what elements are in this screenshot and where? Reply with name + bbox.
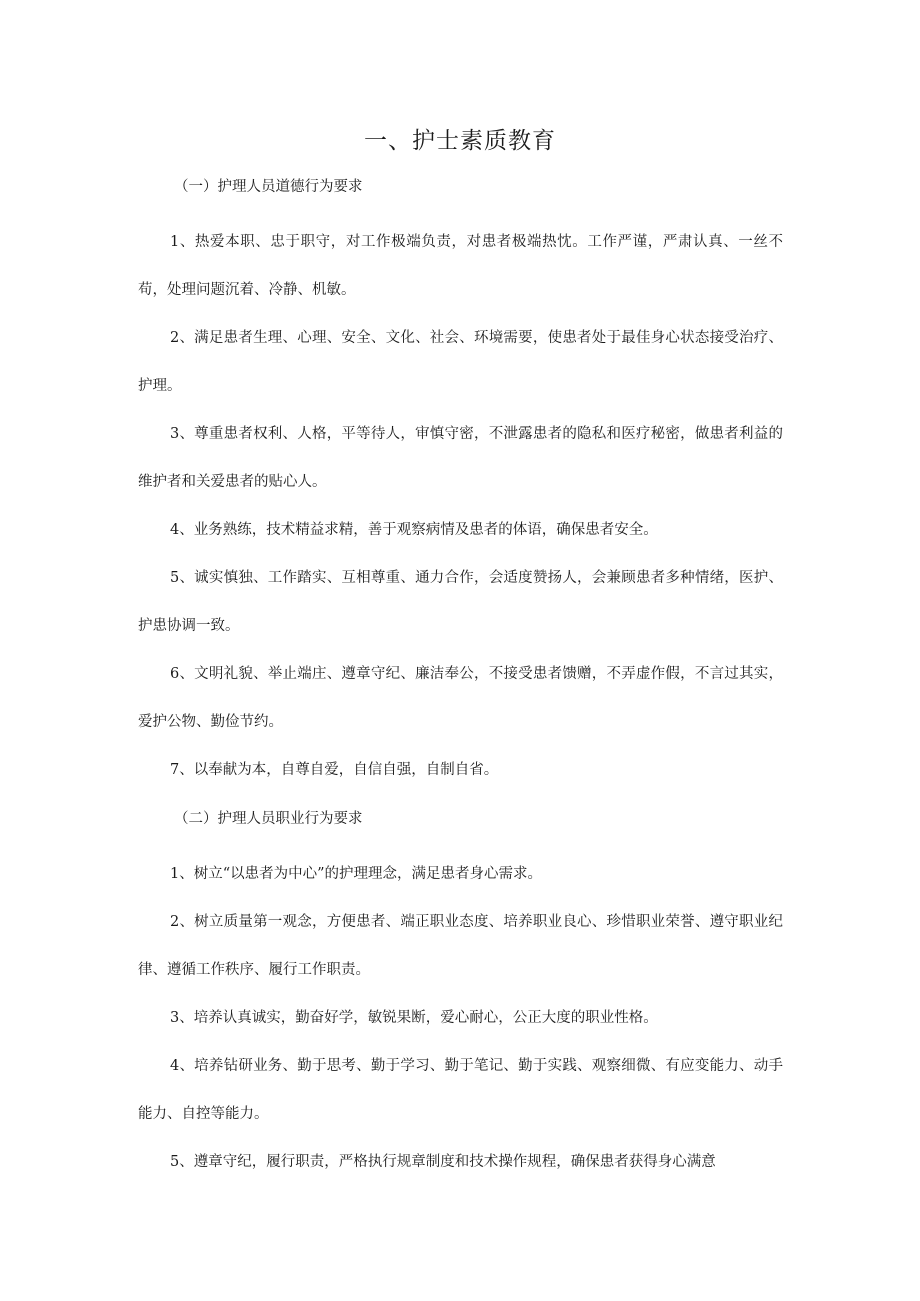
section-heading-1: （一）护理人员道德行为要求 xyxy=(174,179,363,195)
document-body xyxy=(138,172,783,1186)
paragraph: 1、树立“以患者为中心”的护理理念，满足患者身心需求。 xyxy=(170,866,543,882)
paragraph: 4、业务熟练，技术精益求精，善于观察病情及患者的体语，确保患者安全。 xyxy=(170,522,658,538)
paragraph: 3、尊重患者权利、人格，平等待人，审慎守密，不泄露患者的隐私和医疗秘密，做患者利益的维护者和关爱患者的贴心人。 xyxy=(138,426,783,490)
paragraph: 5、诚实慎独、工作踏实、互相尊重、通力合作，会适度赞扬人，会兼顾患者多种情绪，医护、护患协调一致。 xyxy=(138,570,783,634)
paragraph: 5、遵章守纪，履行职责，严格执行规章制度和技术操作规程，确保患者获得身心满意 xyxy=(170,1154,716,1170)
paragraph: 1、热爱本职、忠于职守，对工作极端负责，对患者极端热忱。工作严谨，严肃认真、一丝不苟，处理问题沉着、冷静、机敏。 xyxy=(138,234,783,298)
paragraph: 2、满足患者生理、心理、安全、文化、社会、环境需要，使患者处于最佳身心状态接受治疗、护理。 xyxy=(138,330,783,394)
paragraph: 2、树立质量第一观念，方便患者、端正职业态度、培养职业良心、珍惜职业荣誉、遵守职业纪律、遵循工作秩序、履行工作职责。 xyxy=(138,914,783,978)
section-heading-2: （二）护理人员职业行为要求 xyxy=(174,811,363,827)
paragraph: 7、以奉献为本，自尊自爱，自信自强，自制自省。 xyxy=(170,762,499,778)
paragraph: 6、文明礼貌、举止端庄、遵章守纪、廉洁奉公，不接受患者馈赠，不弄虚作假，不言过其实，爱护公物、勤俭节约。 xyxy=(138,666,783,730)
paragraph: 4、培养钻研业务、勤于思考、勤于学习、勤于笔记、勤于实践、观察细微、有应变能力、动手能力、自控等能力。 xyxy=(138,1058,783,1122)
document-title: 一、护士素质教育 xyxy=(364,128,556,154)
paragraph: 3、培养认真诚实，勤奋好学，敏锐果断，爱心耐心，公正大度的职业性格。 xyxy=(170,1010,658,1026)
